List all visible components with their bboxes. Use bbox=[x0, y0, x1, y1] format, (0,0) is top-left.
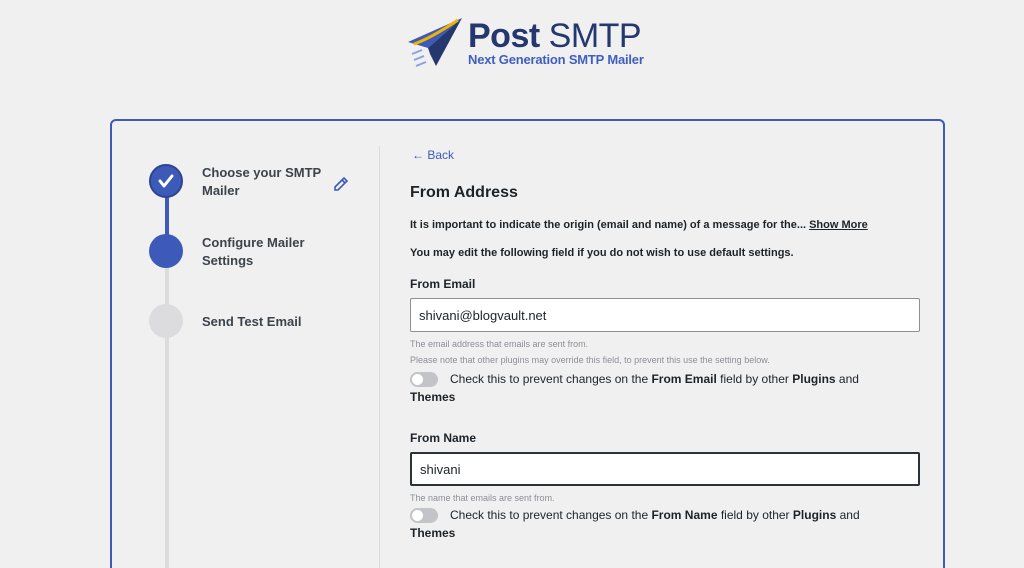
brand-tagline: Next Generation SMTP Mailer bbox=[468, 52, 644, 67]
section-title: From Address bbox=[410, 184, 518, 201]
step-2-active-indicator bbox=[149, 234, 183, 268]
step-3-pending-indicator bbox=[149, 304, 183, 338]
from-name-input[interactable] bbox=[410, 452, 920, 486]
show-more-link[interactable]: Show More bbox=[809, 219, 868, 231]
from-name-lock-row: Check this to prevent changes on the From Name field by other Plugins and Themes bbox=[410, 508, 860, 540]
from-name-label: From Name bbox=[410, 431, 477, 445]
from-email-label: From Email bbox=[410, 277, 476, 291]
section-description: It is important to indicate the origin (email and name) of a message for the... Show More bbox=[410, 219, 868, 231]
step-3-label: Send Test Email bbox=[202, 314, 302, 329]
wizard-card bbox=[110, 119, 945, 568]
brand-name: Post SMTP bbox=[468, 17, 642, 55]
pencil-edit-icon[interactable] bbox=[332, 175, 350, 193]
step-1-label[interactable]: Choose your SMTP Mailer bbox=[202, 165, 321, 198]
back-link[interactable]: ← Back bbox=[412, 148, 455, 162]
paper-plane-logo-icon bbox=[406, 14, 464, 72]
from-email-override-hint: Please note that other plugins may override this field, to prevent this use the setting below. bbox=[410, 355, 770, 365]
from-email-lock-toggle[interactable] bbox=[410, 372, 438, 387]
from-name-lock-toggle[interactable] bbox=[410, 508, 438, 523]
from-email-input[interactable] bbox=[410, 298, 920, 332]
column-divider bbox=[379, 146, 380, 568]
step-1-completed-indicator bbox=[149, 164, 183, 198]
step-2-label: Configure Mailer Settings bbox=[202, 235, 305, 268]
edit-note: You may edit the following field if you do not wish to use default settings. bbox=[410, 247, 794, 259]
from-name-hint: The name that emails are sent from. bbox=[410, 493, 555, 503]
from-email-hint: The email address that emails are sent from. bbox=[410, 339, 589, 349]
post-smtp-logo bbox=[406, 14, 656, 76]
from-email-lock-row: Check this to prevent changes on the From Email field by other Plugins and Themes bbox=[410, 372, 859, 404]
checkmark-icon bbox=[156, 171, 176, 191]
wizard-steps bbox=[112, 121, 380, 568]
